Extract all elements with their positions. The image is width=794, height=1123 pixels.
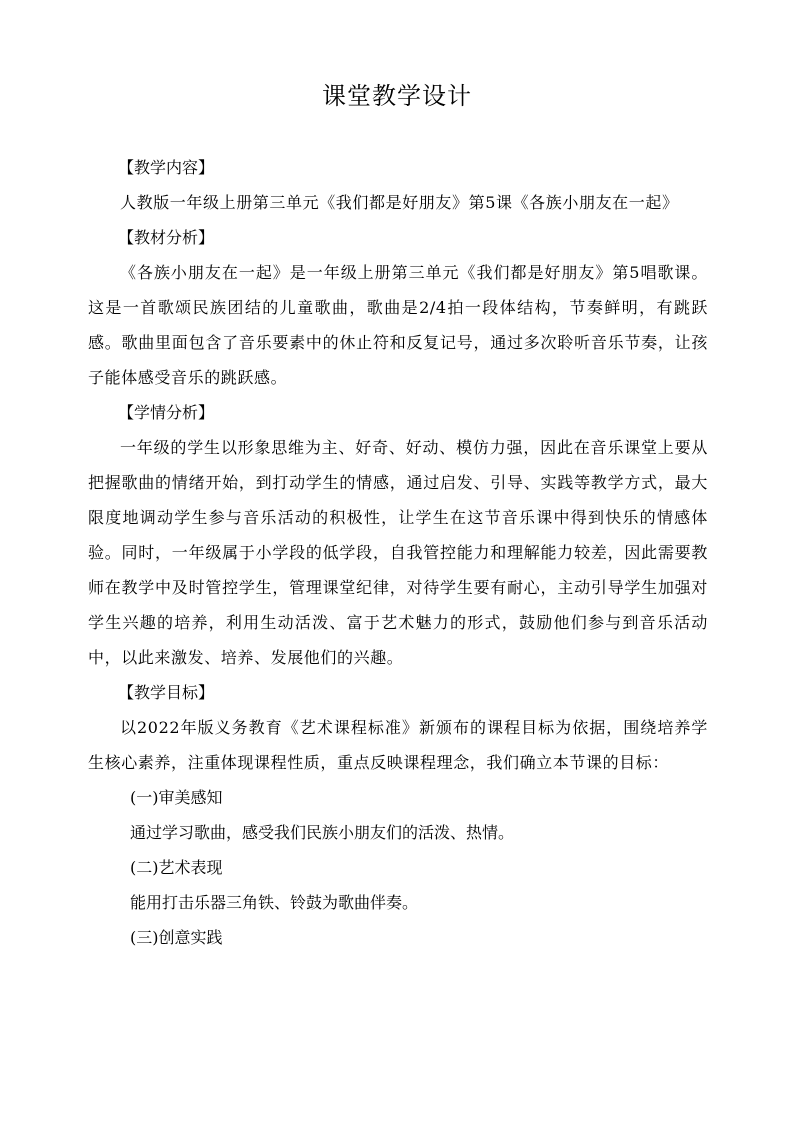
heading-textbook-analysis: 【教材分析】 bbox=[118, 228, 215, 247]
goal-label-aesthetic: (一)审美感知 bbox=[130, 788, 223, 807]
paragraph-teaching-goals: 以2022年版义务教育《艺术课程标准》新颁布的课程目标为依据，围绕培养学生核心素养，注重体现课程性质，重点反映课程理念，我们确立本节课的目标： bbox=[88, 718, 708, 772]
heading-teaching-content: 【教学内容】 bbox=[118, 158, 215, 177]
goal-label-creative: (三)创意实践 bbox=[130, 928, 223, 947]
goal-text-aesthetic: 通过学习歌曲，感受我们民族小朋友们的活泼、热情。 bbox=[130, 823, 515, 842]
goal-text-performance: 能用打击乐器三角铁、铃鼓为歌曲伴奏。 bbox=[130, 893, 419, 912]
goal-label-performance: (二)艺术表现 bbox=[130, 858, 223, 877]
heading-student-analysis: 【学情分析】 bbox=[118, 403, 215, 422]
page-title: 课堂教学设计 bbox=[322, 82, 472, 110]
paragraph-student-analysis: 一年级的学生以形象思维为主、好奇、好动、模仿力强，因此在音乐课堂上要从把握歌曲的情绪开始，到打动学生的情感，通过启发、引导、实践等教学方式，最大限度地调动学生参与音乐活动的积极性，让学生在这节音乐课中得到快乐的情感体验。同时，一年级属于小学段的低学段，自我管控能力和理解能力较差，因此需要教师在教学中及时管控学生，管理课堂纪律，对待学生要有耐心，主动引导学生加强对学生兴趣的培养，利用生动活泼、富于艺术魅力的形式，鼓励他们参与到音乐活动中，以此来激发、培养、发展他们的兴趣。 bbox=[88, 438, 708, 667]
document-body bbox=[88, 150, 708, 955]
paragraph-textbook-analysis: 《各族小朋友在一起》是一年级上册第三单元《我们都是好朋友》第5唱歌课。这是一首歌颂民族团结的儿童歌曲，歌曲是2/4拍一段体结构，节奏鲜明，有跳跃感。歌曲里面包含了音乐要素中的休止符和反复记号，通过多次聆听音乐节奏，让孩子能体感受音乐的跳跃感。 bbox=[88, 263, 708, 387]
heading-teaching-goals: 【教学目标】 bbox=[118, 683, 215, 702]
paragraph-teaching-content: 人教版一年级上册第三单元《我们都是好朋友》第5课《各族小朋友在一起》 bbox=[120, 193, 679, 212]
